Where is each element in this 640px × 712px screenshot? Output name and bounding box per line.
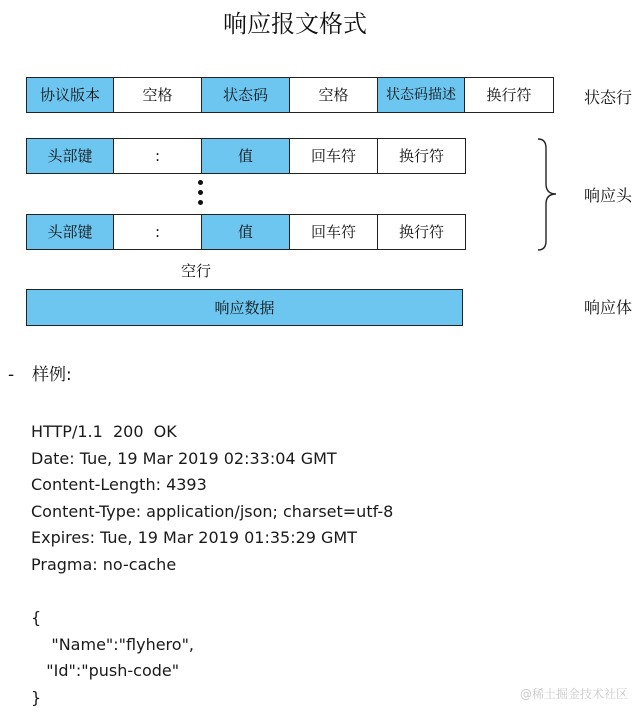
space-cell: 空格 xyxy=(113,77,202,113)
header-value-cell: 值 xyxy=(201,214,290,250)
code-line: Pragma: no-cache xyxy=(31,554,177,574)
response-body-label: 响应体 xyxy=(584,298,633,317)
code-line: Content-Type: application/json; charset=utf-8 xyxy=(31,501,394,521)
header-key-cell: 头部键 xyxy=(26,138,114,174)
diagram-title: 响应报文格式 xyxy=(223,10,367,38)
newline-cell: 换行符 xyxy=(377,138,466,174)
header-row xyxy=(26,138,466,174)
status-line-label: 状态行 xyxy=(584,88,633,107)
bullet-dash: - xyxy=(8,365,15,385)
headers-brace xyxy=(536,138,560,251)
code-line: } xyxy=(31,687,42,707)
response-body-box: 响应数据 xyxy=(26,289,463,326)
example-heading xyxy=(8,365,72,385)
example-label-text: 样例: xyxy=(32,365,72,385)
code-line: HTTP/1.1 200 OK xyxy=(31,422,177,441)
code-line xyxy=(31,579,393,606)
example-response-code xyxy=(31,419,393,712)
code-line: Date: Tue, 19 Mar 2019 02:33:04 GMT xyxy=(31,448,337,468)
colon-cell: : xyxy=(113,138,202,174)
status-code-cell: 状态码 xyxy=(201,77,290,113)
code-line: { xyxy=(31,608,42,628)
watermark: @稀土掘金技术社区 xyxy=(519,687,628,701)
header-value-cell: 值 xyxy=(201,138,290,174)
newline-cell: 换行符 xyxy=(377,214,466,250)
colon-cell: : xyxy=(113,214,202,250)
newline-cell: 换行符 xyxy=(464,77,554,113)
carriage-return-cell: 回车符 xyxy=(289,214,378,250)
status-line-row xyxy=(26,77,554,113)
vertical-ellipsis xyxy=(196,180,204,208)
space-cell: 空格 xyxy=(289,77,378,113)
headers-label: 响应头 xyxy=(584,186,633,205)
code-line: Expires: Tue, 19 Mar 2019 01:35:29 GMT xyxy=(31,528,358,548)
code-line: "Name":"flyhero", xyxy=(31,634,195,654)
header-row xyxy=(26,214,466,250)
empty-line-label: 空行 xyxy=(181,262,212,280)
header-key-cell: 头部键 xyxy=(26,214,114,250)
protocol-version-cell: 协议版本 xyxy=(26,77,114,113)
carriage-return-cell: 回车符 xyxy=(289,138,378,174)
code-line: Content-Length: 4393 xyxy=(31,475,207,495)
code-line: "Id":"push-code" xyxy=(31,661,180,681)
status-description-cell: 状态码描述 xyxy=(377,77,465,113)
